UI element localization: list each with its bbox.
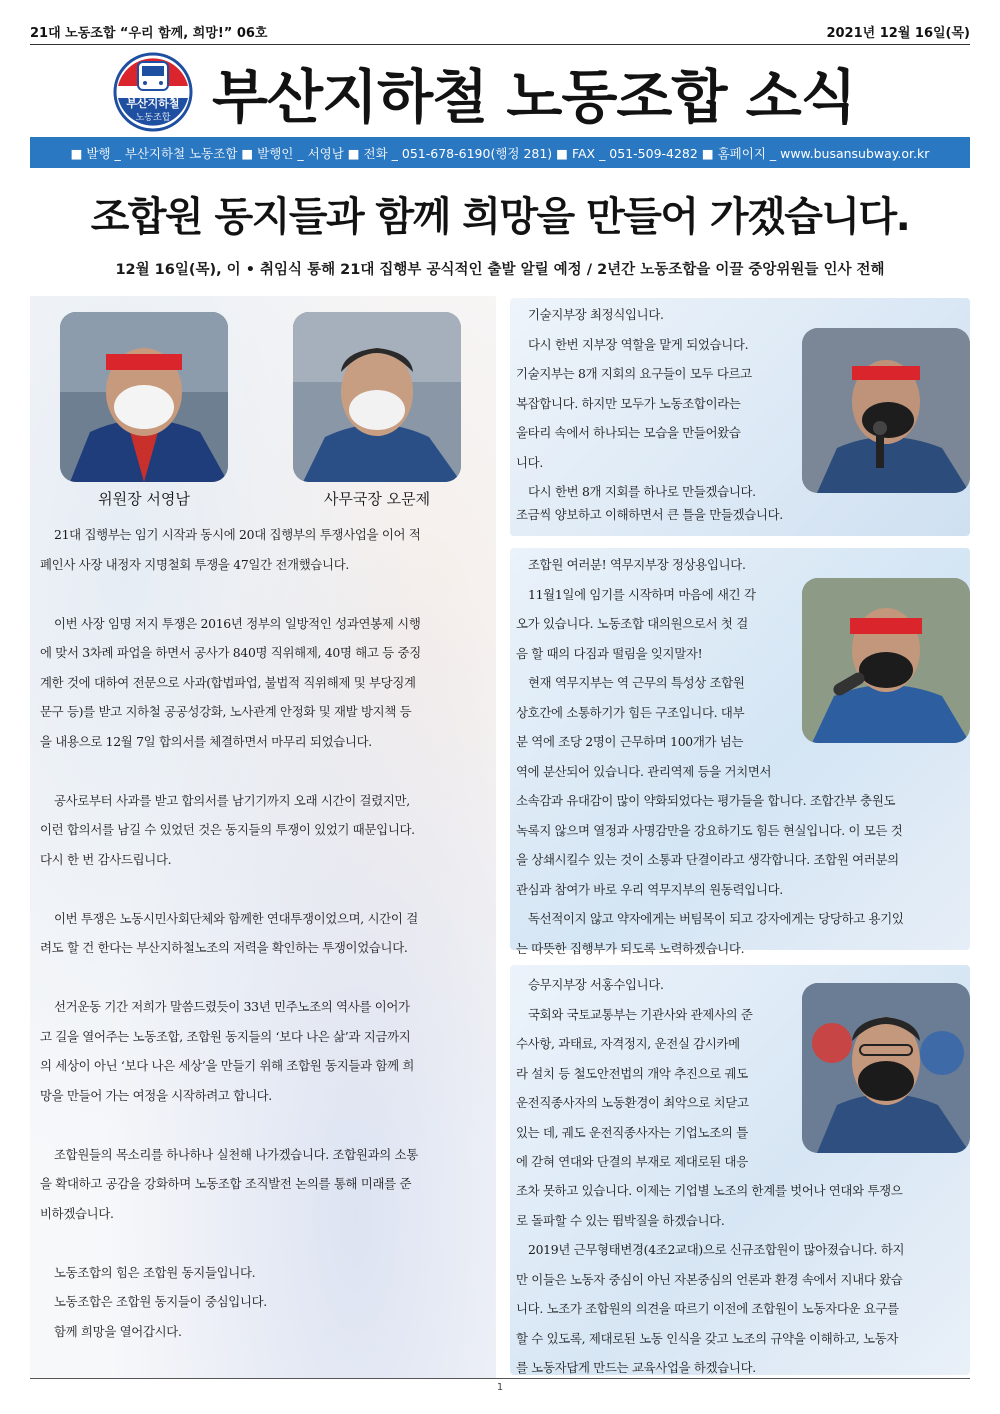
left-p3-l1: 공사로부터 사과를 받고 합의서를 남기기까지 오래 시간이 걸렸지만, [54, 792, 410, 808]
box2-line6: 상호간에 소통하기가 힘든 구조입니다. 대부 [516, 704, 745, 720]
box3-line3: 수사항, 과태료, 자격정지, 운전실 감시카메 [516, 1036, 740, 1051]
box3-line1: 승무지부장 서홍수입니다. [528, 977, 664, 992]
box2-wide6: 는 따뜻한 집행부가 되도록 노력하겠습니다. [516, 940, 745, 956]
box1-line6: 니다. [516, 454, 543, 470]
box3-line4: 라 설치 등 철도안전법의 개악 추진으로 궤도 [516, 1065, 748, 1081]
left-p5-l4: 망을 만들어 가는 여정을 시작하려고 합니다. [40, 1087, 272, 1103]
crew-branch-text-wide [516, 1176, 968, 1383]
station-branch-text-narrow [516, 550, 806, 786]
box2-wide5: 독선적이지 않고 약자에게는 버팀목이 되고 강자에게는 당당하고 용기있 [528, 911, 904, 926]
left-p6-l3: 비하겠습니다. [40, 1205, 114, 1221]
tech-branch-text-narrow [516, 300, 806, 507]
box1-line4: 복잡합니다. 하지만 모두가 노동조합이라는 [516, 395, 741, 411]
headline: 조합원 동지들과 함께 희망을 만들어 가겠습니다. [90, 194, 910, 240]
left-p5-l3: 의 세상이 아닌 ‘보다 나은 세상’을 만들기 위해 조합원 동지들과 함께 희 [40, 1058, 415, 1073]
left-p1-l1: 21대 집행부는 임기 시작과 동시에 20대 집행부의 투쟁사업을 이어 적 [54, 527, 421, 542]
issue-date: 2021년 12월 16일(목) [826, 26, 970, 41]
photo-station-branch-head [802, 578, 970, 743]
union-logo [110, 52, 196, 132]
box2-line3: 오가 있습니다. 노동조합 대의원으로서 첫 걸 [516, 616, 748, 631]
box1-line2: 다시 한번 지부장 역할을 맡게 되었습니다. [528, 336, 749, 352]
box3-wide2: 로 돌파할 수 있는 뜀박질을 하겠습니다. [516, 1212, 725, 1228]
top-rule [30, 44, 970, 45]
left-p6-l2: 을 확대하고 공감을 강화하며 노동조합 조직발전 논의를 통해 미래를 준 [40, 1176, 412, 1191]
box3-wide3: 2019년 근무형태변경(4조2교대)으로 신규조합원이 많아졌습니다. 하지 [528, 1242, 905, 1257]
box1-line7: 다시 한번 8개 지회를 하나로 만들겠습니다. [528, 484, 756, 499]
photo-secretary-general [293, 312, 461, 482]
issue-label: 21대 노동조합 “우리 함께, 희망!” 06호 [30, 26, 268, 41]
photo-chairman [60, 312, 228, 482]
box3-line2: 국회와 국토교통부는 기관사와 관제사의 준 [528, 1006, 753, 1022]
box3-line5: 운전직종사자의 노동환경이 최악으로 치닫고 [516, 1095, 749, 1110]
box2-wide1: 소속감과 유대감이 많이 약화되었다는 평가들을 합니다. 조합간부 충원도 [516, 793, 896, 808]
box1-line8: 조금씩 양보하고 이해하면서 큰 틀을 만들겠습니다. [516, 507, 783, 522]
box2-wide4: 관심과 참여가 바로 우리 역무지부의 원동력입니다. [516, 881, 783, 897]
box2-line2: 11월1일에 임기를 시작하며 마음에 새긴 각 [528, 586, 756, 602]
box3-wide4: 만 이들은 노동자 중심이 아닌 자본중심의 언론과 환경 속에서 지내다 왔습 [516, 1271, 903, 1287]
box1-line5: 울타리 속에서 하나되는 모습을 만들어왔습 [516, 425, 741, 440]
box3-wide1: 조차 못하고 있습니다. 이제는 기업별 노조의 한계를 벗어나 연대와 투쟁으 [516, 1183, 903, 1198]
publisher-info-bar: ■ 발행 _ 부산지하철 노동조합 ■ 발행인 _ 서영남 ■ 전화 _ 051-678-6190(행정 281) ■ FAX _ 051-509-4282 ■ 홈페이지 _ www.busansubway.or.kr [30, 137, 970, 168]
box2-wide3: 을 상쇄시킬수 있는 것이 소통과 단결이라고 생각합니다. 조합원 여러분의 [516, 852, 899, 867]
crew-branch-text-narrow [516, 970, 806, 1177]
newsletter-title: 부산지하철 노동조합 소식 [212, 63, 856, 131]
box1-line1: 기술지부장 최정식입니다. [528, 307, 664, 322]
caption-chairman: 위원장 서영남 [98, 490, 190, 508]
photo-tech-branch-head [802, 328, 970, 493]
left-p2-l2: 에 맞서 3차례 파업을 하면서 공사가 840명 직위해제, 40명 해고 등 중징 [40, 645, 421, 660]
station-branch-text-wide [516, 786, 968, 963]
box2-line4: 음 할 때의 다짐과 떨림을 잊지말자! [516, 645, 703, 661]
box3-wide5: 니다. 노조가 조합원의 의견을 따르기 이전에 조합원이 노동자다운 요구를 [516, 1301, 899, 1316]
left-p6-l1: 조합원들의 목소리를 하나하나 실천해 나가겠습니다. 조합원과의 소통 [54, 1146, 418, 1162]
left-p5-l2: 고 길을 열어주는 노동조합, 조합원 동지들의 ‘보다 나은 삶’과 지금까지 [40, 1028, 411, 1044]
left-p7-l1: 노동조합의 힘은 조합원 동지들입니다. [54, 1264, 256, 1280]
box3-wide7: 를 노동자답게 만드는 교육사업을 하겠습니다. [516, 1360, 756, 1375]
box3-line7: 에 갇혀 연대와 단결의 부재로 제대로된 대응 [516, 1154, 748, 1169]
left-p2-l5: 을 내용으로 12월 7일 합의서를 체결하면서 마무리 되었습니다. [40, 733, 372, 749]
left-p3-l3: 다시 한 번 감사드립니다. [40, 851, 172, 867]
box2-line1: 조합원 여러분! 역무지부장 정상용입니다. [528, 557, 746, 572]
tech-branch-text-wide [516, 500, 966, 530]
page-number: 1 [496, 1382, 504, 1393]
subheadline: 12월 16일(목), 이 • 취임식 통해 21대 집행부 공식적인 출발 알릴 예정 / 2년간 노동조합을 이끌 중앙위원들 인사 전해 [115, 262, 885, 278]
box2-wide2: 녹록지 않으며 열정과 사명감만을 강요하기도 힘든 현실입니다. 이 모든 것 [516, 822, 903, 838]
top-line [30, 22, 970, 44]
photo-crew-branch-head [802, 983, 970, 1153]
left-p2-l4: 문구 등)를 받고 지하철 공공성강화, 노사관계 안정화 및 재발 방지책 등 [40, 704, 412, 719]
left-p1-l2: 폐인사 사장 내정자 지명철회 투쟁을 47일간 전개했습니다. [40, 556, 350, 572]
box1-line3: 기술지부는 8개 지회의 요구들이 모두 다르고 [516, 366, 752, 381]
caption-secretary-general: 사무국장 오문제 [323, 490, 431, 508]
box2-line8: 역에 분산되어 있습니다. 관리역제 등을 거치면서 [516, 763, 772, 779]
box2-line5: 현재 역무지부는 역 근무의 특성상 조합원 [528, 675, 745, 690]
left-p7-l2: 노동조합은 조합원 동지들이 중심입니다. [54, 1294, 267, 1309]
svg-text:노동조합: 노동조합 [135, 113, 171, 123]
box3-wide6: 할 수 있도록, 제대로된 노동 인식을 갖고 노조의 규약을 이해하고, 노동자 [516, 1330, 899, 1346]
footer-rule [30, 1378, 970, 1379]
left-p5-l1: 선거운동 기간 저희가 말씀드렸듯이 33년 민주노조의 역사를 이어가 [54, 999, 410, 1014]
left-p7-l3: 함께 희망을 열어갑시다. [54, 1323, 182, 1339]
left-article-body [40, 520, 490, 1346]
box2-line7: 분 역에 조당 2명이 근무하며 100개가 넘는 [516, 734, 744, 749]
masthead [110, 52, 870, 132]
svg-text:부산지하철: 부산지하철 [126, 97, 180, 110]
left-p4-l1: 이번 투쟁은 노동시민사회단체와 함께한 연대투쟁이었으며, 시간이 걸 [54, 910, 418, 926]
left-p3-l2: 이런 합의서를 남길 수 있었던 것은 동지들의 투쟁이 있었기 때문입니다. [40, 822, 415, 837]
left-p4-l2: 려도 할 건 한다는 부산지하철노조의 저력을 확인하는 투쟁이었습니다. [40, 940, 408, 955]
left-p2-l3: 계한 것에 대하여 전문으로 사과(합법파업, 불법적 직위해제 및 부당징계 [40, 674, 416, 690]
box3-line6: 있는 데, 궤도 운전직종사자는 기업노조의 틀 [516, 1124, 748, 1140]
left-p2-l1: 이번 사장 임명 저지 투쟁은 2016년 정부의 일방적인 성과연봉제 시행 [54, 615, 421, 631]
